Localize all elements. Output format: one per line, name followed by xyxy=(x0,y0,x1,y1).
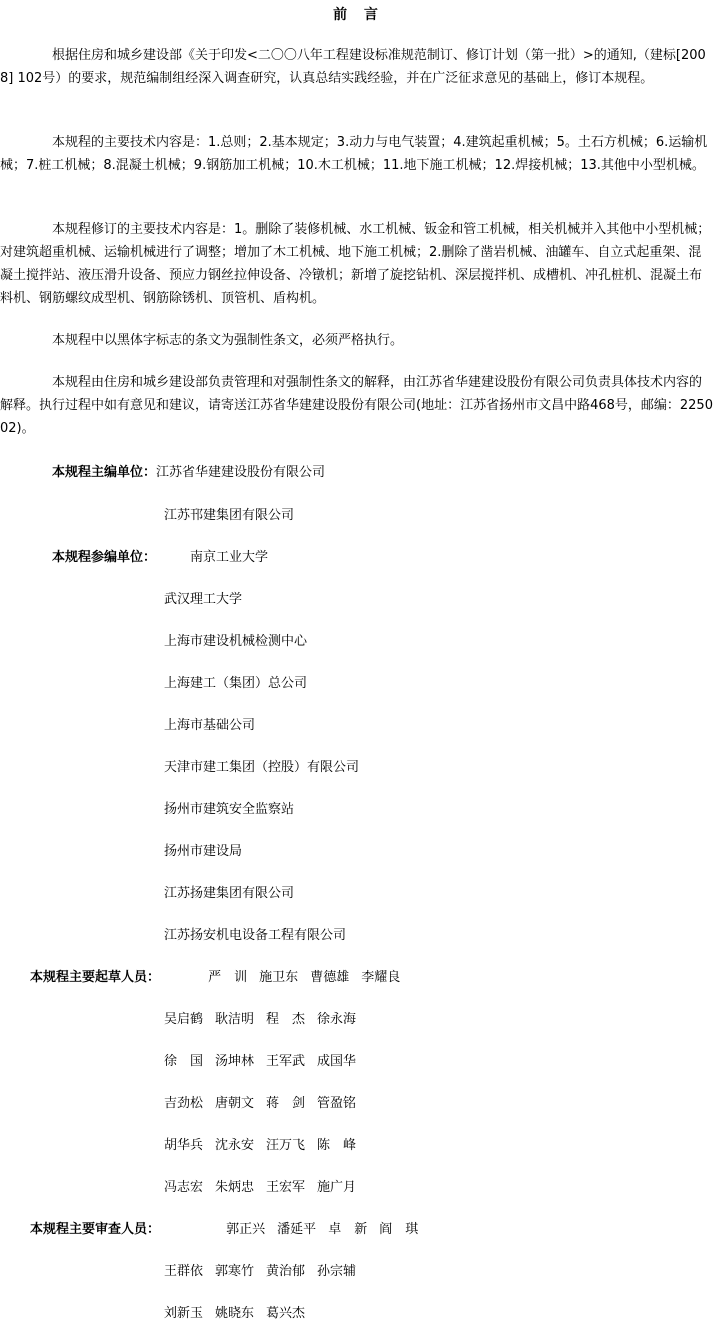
paragraph-basis: 根据住房和城乡建设部《关于印发<二〇〇八年工程建设标准规范制订、修订计划（第一批）>的通知,（建标[2008] 102号）的要求，规范编制组经深入调查研究，认真总结实践经验，并在广泛征求意见的基础上，修订本规程。 xyxy=(0,48,706,86)
drafter-name: 严 训 xyxy=(208,970,248,985)
drafter-name: 王宏军 xyxy=(266,1180,306,1195)
chief-editor-unit: 江苏省华建建设股份有限公司 xyxy=(156,465,326,480)
paragraph-administration: 本规程由住房和城乡建设部负责管理和对强制性条文的解释，由江苏省华建建设股份有限公司负责具体技术内容的解释。执行过程中如有意见和建议，请寄送江苏省华建建设股份有限公司(地址：江苏省扬州市文昌中路468号，邮编：225002)。 xyxy=(0,375,713,436)
participating-unit: 武汉理工大学 xyxy=(164,592,243,607)
reviewer-name: 姚晓东 xyxy=(215,1306,255,1321)
drafter-name: 吴启鹤 xyxy=(164,1012,204,1027)
reviewer-name: 郭寒竹 xyxy=(215,1264,255,1279)
chief-editor-label: 本规程主编单位： xyxy=(52,465,157,480)
participating-unit: 扬州市建设局 xyxy=(164,844,243,859)
drafter-name: 成国华 xyxy=(317,1054,357,1069)
participating-unit: 天津市建工集团（控股）有限公司 xyxy=(164,760,360,775)
participating-unit: 上海建工（集团）总公司 xyxy=(164,676,308,691)
drafter-name: 吉劲松 xyxy=(164,1096,204,1111)
reviewers-label: 本规程主要审查人员： xyxy=(30,1222,161,1237)
reviewer-name: 王群依 xyxy=(164,1264,204,1279)
participating-unit: 江苏扬建集团有限公司 xyxy=(164,886,295,901)
drafter-name: 汤坤林 xyxy=(215,1054,255,1069)
drafter-name: 冯志宏 xyxy=(164,1180,204,1195)
chief-editor-unit: 江苏邗建集团有限公司 xyxy=(164,508,295,523)
drafter-name: 陈 峰 xyxy=(317,1138,357,1153)
participating-units-label: 本规程参编单位： xyxy=(52,550,157,565)
participating-unit: 上海市建设机械检测中心 xyxy=(164,634,308,649)
reviewer-name: 孙宗辅 xyxy=(317,1264,357,1279)
reviewer-name: 郭正兴 xyxy=(226,1222,266,1237)
drafter-name: 唐朝文 xyxy=(215,1096,255,1111)
paragraph-revision-content: 本规程修订的主要技术内容是：1。删除了装修机械、水工机械、钣金和管工机械，相关机械并入其他中小型机械；对建筑超重机械、运输机械进行了调整；增加了木工机械、地下施工机械；2.删除了凿岩机械、油罐车、自立式起重架、混凝土搅拌站、液压滑升设备、预应力钢丝拉伸设备、冷镦机；新增了旋挖钻机、深层搅拌机、成槽机、冲孔桩机、混凝土布料机、钢筋螺纹成型机、钢筋除锈机、顶管机、盾构机。 xyxy=(0,222,711,306)
reviewer-name: 葛兴杰 xyxy=(266,1306,306,1321)
drafter-name: 施卫东 xyxy=(259,970,299,985)
reviewer-name: 黄治郁 xyxy=(266,1264,306,1279)
paragraph-main-content: 本规程的主要技术内容是：1.总则；2.基本规定；3.动力与电气装置；4.建筑起重机械；5。土石方机械；6.运输机械；7.桩工机械；8.混凝土机械；9.钢筋加工机械；10.木工机械；11.地下施工机械；12.焊接机械；13.其他中小型机械。 xyxy=(0,135,708,173)
drafters-label: 本规程主要起草人员： xyxy=(30,970,161,985)
drafter-name: 管盈铭 xyxy=(317,1096,357,1111)
drafter-name: 徐 国 xyxy=(164,1054,204,1069)
drafter-name: 胡华兵 xyxy=(164,1138,204,1153)
participating-unit: 南京工业大学 xyxy=(190,550,269,565)
drafter-name: 王军武 xyxy=(266,1054,306,1069)
participating-unit: 扬州市建筑安全监察站 xyxy=(164,802,295,817)
drafter-name: 施广月 xyxy=(317,1180,357,1195)
drafter-name: 曹德雄 xyxy=(310,970,350,985)
drafter-name: 程 杰 xyxy=(266,1012,306,1027)
reviewer-name: 潘延平 xyxy=(277,1222,317,1237)
drafter-name: 朱炳忠 xyxy=(215,1180,255,1195)
paragraph-mandatory-clauses: 本规程中以黑体字标志的条文为强制性条文，必须严格执行。 xyxy=(52,333,404,348)
drafter-name: 沈永安 xyxy=(215,1138,255,1153)
drafter-name: 蒋 剑 xyxy=(266,1096,306,1111)
participating-unit: 上海市基础公司 xyxy=(164,718,256,733)
reviewer-name: 刘新玉 xyxy=(164,1306,204,1321)
reviewer-name: 卓 新 xyxy=(328,1222,368,1237)
drafter-name: 耿洁明 xyxy=(215,1012,255,1027)
drafter-name: 李耀良 xyxy=(361,970,401,985)
participating-unit: 江苏扬安机电设备工程有限公司 xyxy=(164,928,347,943)
reviewer-name: 阎 琪 xyxy=(379,1222,419,1237)
page-title: 前 言 xyxy=(333,7,384,23)
drafter-name: 汪万飞 xyxy=(266,1138,306,1153)
drafter-name: 徐永海 xyxy=(317,1012,357,1027)
